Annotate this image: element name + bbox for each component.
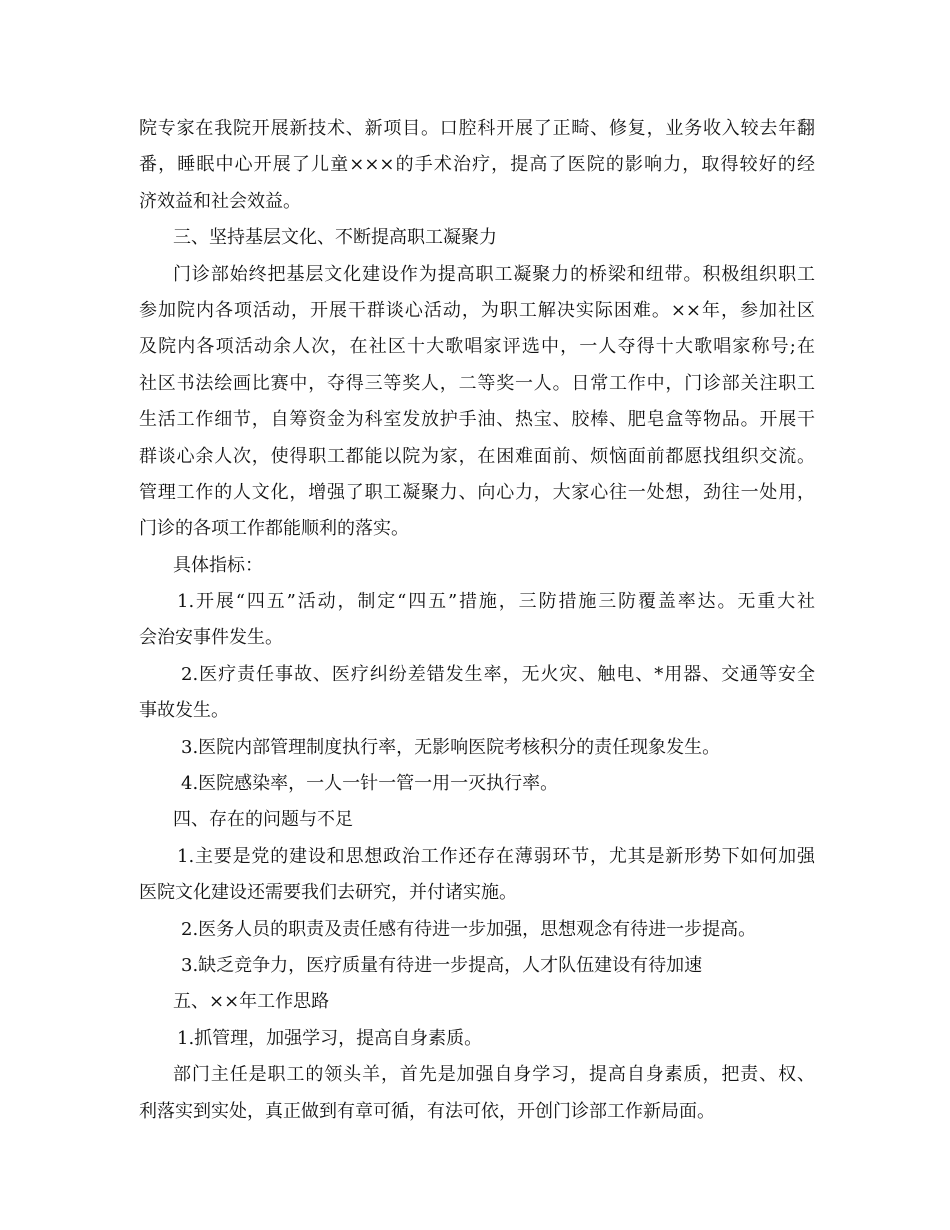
text-line: 2.医疗责任事故、医疗纠纷差错发生率，无火灾、触电、*用器、交通等安全 <box>181 663 815 685</box>
text-line: 济效益和社会效益。 <box>139 190 301 212</box>
text-line: 四、存在的问题与不足 <box>173 809 353 831</box>
text-line: 会治安事件发生。 <box>139 627 283 649</box>
text-line: 1.抓管理，加强学习，提高自身素质。 <box>177 1027 483 1049</box>
text-line: 医院文化建设还需要我们去研究，并付诸实施。 <box>139 882 517 904</box>
text-line: 2.医务人员的职责及责任感有待进一步加强，思想观念有待进一步提高。 <box>181 918 757 940</box>
text-line: 4.医院感染率，一人一针一管一用一灭执行率。 <box>181 773 559 795</box>
text-line: 1.主要是党的建设和思想政治工作还存在薄弱环节，尤其是新形势下如何加强 <box>177 845 815 867</box>
text-line: 五、××年工作思路 <box>173 991 330 1013</box>
text-line: 及院内各项活动余人次，在社区十大歌唱家评选中，一人夺得十大歌唱家称号;在 <box>139 336 815 358</box>
text-line: 部门主任是职工的领头羊，首先是加强自身学习，提高自身素质，把责、权、 <box>173 1064 815 1086</box>
text-line: 管理工作的人文化，增强了职工凝聚力、向心力，大家心往一处想，劲往一处用， <box>139 481 815 503</box>
text-line: 利落实到实处，真正做到有章可循，有法可依，开创门诊部工作新局面。 <box>139 1100 715 1122</box>
text-line: 3.缺乏竞争力，医疗质量有待进一步提高，人才队伍建设有待加速 <box>181 954 703 976</box>
text-line: 参加院内各项活动，开展干群谈心活动，为职工解决实际困难。××年，参加社区 <box>139 299 815 321</box>
text-line: 具体指标： <box>173 554 263 576</box>
text-line: 院专家在我院开展新技术、新项目。口腔科开展了正畸、修复，业务收入较去年翻 <box>139 118 815 139</box>
text-line: 社区书法绘画比赛中，夺得三等奖人，二等奖一人。日常工作中，门诊部关注职工 <box>139 372 815 394</box>
text-line: 门诊部始终把基层文化建设作为提高职工凝聚力的桥梁和纽带。积极组织职工 <box>173 263 815 285</box>
text-line: 番，睡眠中心开展了儿童×××的手术治疗，提高了医院的影响力，取得较好的经 <box>139 154 815 176</box>
text-line: 门诊的各项工作都能顺利的落实。 <box>139 518 409 540</box>
text-line: 1.开展“四五”活动，制定“四五”措施，三防措施三防覆盖率达。无重大社 <box>177 591 815 613</box>
text-line: 3.医院内部管理制度执行率，无影响医院考核积分的责任现象发生。 <box>181 736 721 758</box>
text-line: 群谈心余人次，使得职工都能以院为家，在困难面前、烦恼面前都愿找组织交流。 <box>139 445 815 467</box>
text-line: 事故发生。 <box>139 700 229 722</box>
text-line: 三、坚持基层文化、不断提高职工凝聚力 <box>173 227 497 249</box>
document-body <box>139 111 815 1130</box>
text-line: 生活工作细节，自筹资金为科室发放护手油、热宝、胶棒、肥皂盒等物品。开展干 <box>139 409 815 431</box>
